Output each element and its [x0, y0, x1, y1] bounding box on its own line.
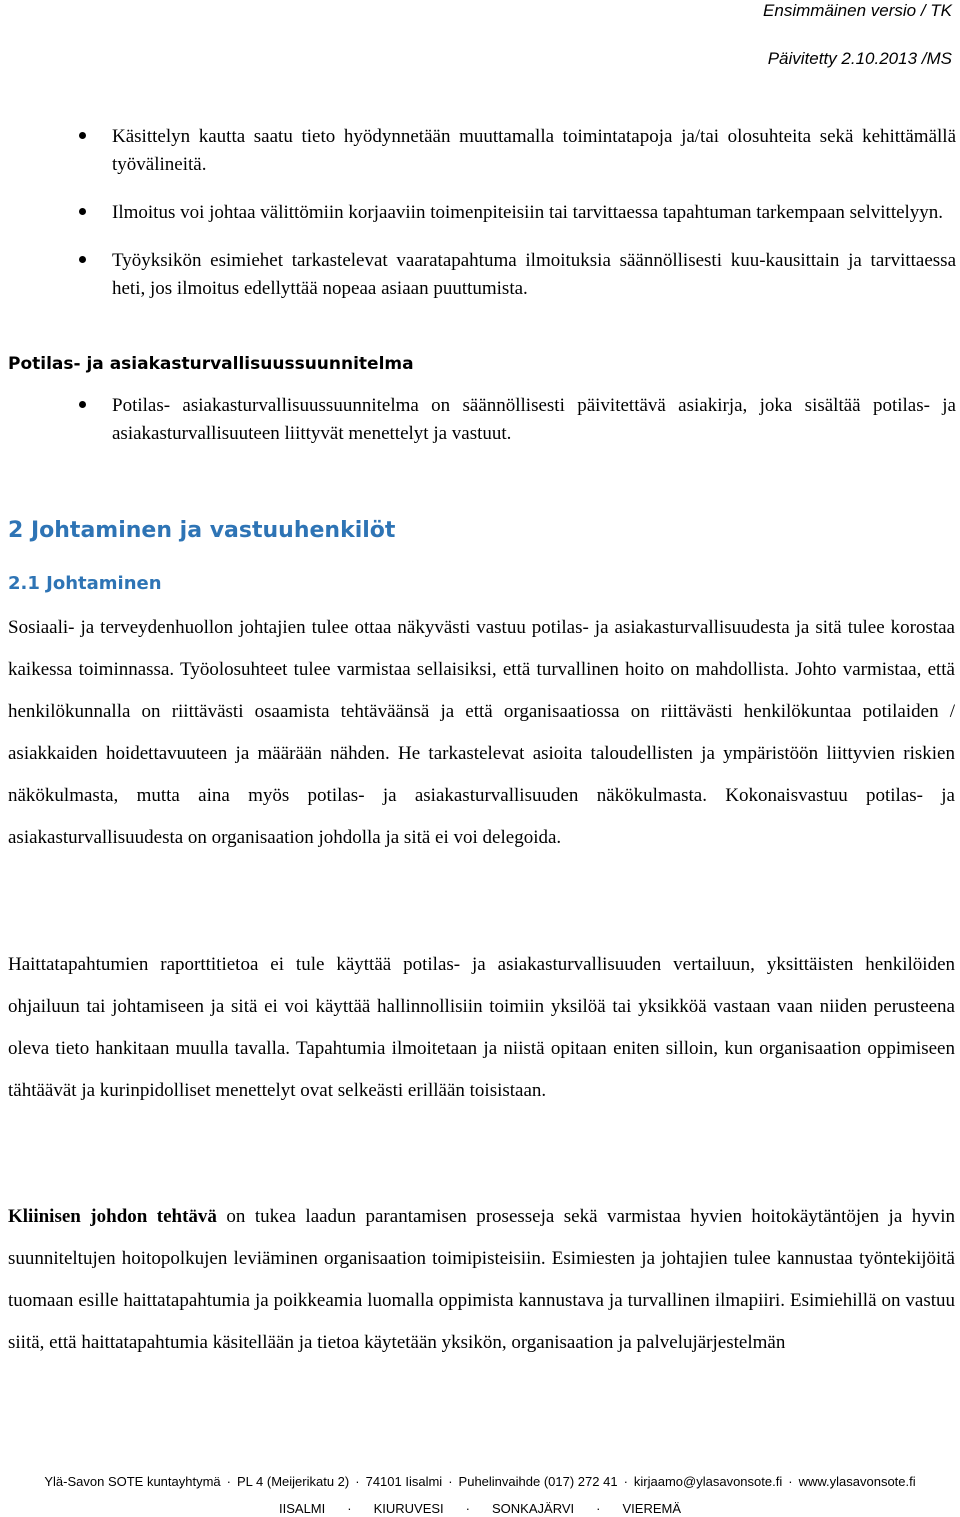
footer-locations-line — [0, 1501, 960, 1517]
header-updated: Päivitetty 2.10.2013 /MS — [767, 49, 952, 68]
footer-organization: Ylä-Savon SOTE kuntayhtymä — [44, 1474, 221, 1489]
footer-postcode: 74101 Iisalmi — [365, 1474, 443, 1489]
separator: · — [347, 1501, 352, 1516]
list-item — [0, 247, 960, 303]
bullet-text: Käsittelyn kautta saatu tieto hyödynnetään muuttamalla toimintatapoja ja/tai olosuhteita sekä kehittämällä työvälineitä. — [112, 126, 956, 175]
bullet-icon — [79, 401, 86, 408]
section-heading: 2 Johtaminen ja vastuuhenkilöt — [8, 518, 396, 543]
header-version: Ensimmäinen versio / TK — [763, 1, 952, 20]
footer-location: KIURUVESI — [373, 1501, 444, 1516]
paragraph-text: on tukea laadun parantamisen prosesseja sekä varmistaa hyvien hoitokäytäntöjen ja hyvin suunniteltujen hoitopolkujen leviäminen organisaation toimipisteisiin. Esimiesten ja johtajien tulee kannustaa työntekijöitä tuomaan esille haittatapahtumia ja poikkeamia luomalla oppimista kannustava ja turvallinen ilmapiiri. Esimiehillä on vastuu siitä, että haittatapahtumia käsitellään ja tietoa käytetään yksikön, organisaation ja palvelujärjestelmän — [8, 1206, 955, 1353]
separator: · — [465, 1501, 471, 1516]
separator: · — [448, 1474, 453, 1489]
paragraph-incident-reports: Haittatapahtumien raporttitietoa ei tule käyttää potilas- ja asiakasturvallisuuden vertailuun, yksittäisten henkilöiden ohjailuun tai johtamiseen ja sitä ei voi käyttää hallinnollisiin toimiin yksilöä tai yksikköä vastaan vaan niiden perusteena oleva tieto hankitaan muulla tavalla. Tapahtumia ilmoitetaan ja niistä opitaan eniten silloin, kun organisaation oppimiseen tähtäävät ja kurinpidolliset menettelyt ovat selkeästi erillään toisistaan. — [8, 954, 955, 1101]
separator: · — [788, 1474, 793, 1489]
bullet-icon — [79, 208, 86, 215]
footer-location: VIEREMÄ — [622, 1501, 681, 1516]
footer-address: PL 4 (Meijerikatu 2) — [237, 1474, 350, 1489]
bullet-icon — [79, 256, 86, 263]
footer-location: IISALMI — [279, 1501, 326, 1516]
list-item — [0, 199, 960, 227]
bullet-text: Potilas- asiakasturvallisuussuunnitelma on säännöllisesti päivitettävä asiakirja, joka sisältää potilas- ja asiakasturvallisuuteen liittyvät menettelyt ja vastuut. — [112, 395, 956, 444]
footer-location: SONKAJÄRVI — [492, 1501, 575, 1516]
footer-contact-line — [0, 1474, 960, 1490]
separator: · — [226, 1474, 232, 1489]
list-item — [0, 392, 960, 448]
plan-bullet-list — [0, 392, 960, 448]
bullet-icon — [79, 132, 86, 139]
bullet-text: Työyksikön esimiehet tarkastelevat vaaratapahtuma ilmoituksia säännöllisesti kuu-kausittain ja tarvittaessa heti, jos ilmoitus edellyttää nopeaa asiaan puuttumista. — [112, 250, 956, 299]
plan-heading: Potilas- ja asiakasturvallisuussuunnitelma — [8, 354, 414, 374]
paragraph-bold-lead: Kliinisen johdon tehtävä — [8, 1206, 217, 1227]
list-item — [0, 123, 960, 179]
separator: · — [623, 1474, 628, 1489]
footer-website: www.ylasavonsote.fi — [798, 1474, 916, 1489]
footer-phone: Puhelinvaihde (017) 272 41 — [458, 1474, 618, 1489]
bullet-text: Ilmoitus voi johtaa välittömiin korjaaviin toimenpiteisiin tai tarvittaessa tapahtuman tarkempaan selvittelyyn. — [112, 202, 944, 223]
paragraph-clinical-leadership — [8, 1196, 955, 1364]
separator: · — [355, 1474, 360, 1489]
footer-email: kirjaamo@ylasavonsote.fi — [633, 1474, 783, 1489]
paragraph-leadership: Sosiaali- ja terveydenhuollon johtajien tulee ottaa näkyvästi vastuu potilas- ja asiakasturvallisuudesta ja sitä tulee korostaa kaikessa toiminnassa. Työolosuhteet tulee varmistaa sellaisiksi, että turvallinen hoito on mahdollista. Johto varmistaa, että henkilökunnalla on riittävästi osaamista tehtäväänsä ja että organisaatiossa on riittävästi henkilökuntaa potilaiden / asiakkaiden hoidettavuuteen ja määrään nähden. He tarkastelevat asioita taloudellisten ja ympäristöön liittyvien riskien näkökulmasta, mutta aina myös potilas- ja asiakasturvallisuuden näkökulmasta. Kokonaisvastuu potilas- ja asiakasturvallisuudesta on organisaation johdolla ja sitä ei voi delegoida. — [8, 617, 955, 848]
top-bullet-list — [0, 123, 960, 303]
separator: · — [596, 1501, 601, 1516]
subsection-heading: 2.1 Johtaminen — [8, 573, 162, 594]
